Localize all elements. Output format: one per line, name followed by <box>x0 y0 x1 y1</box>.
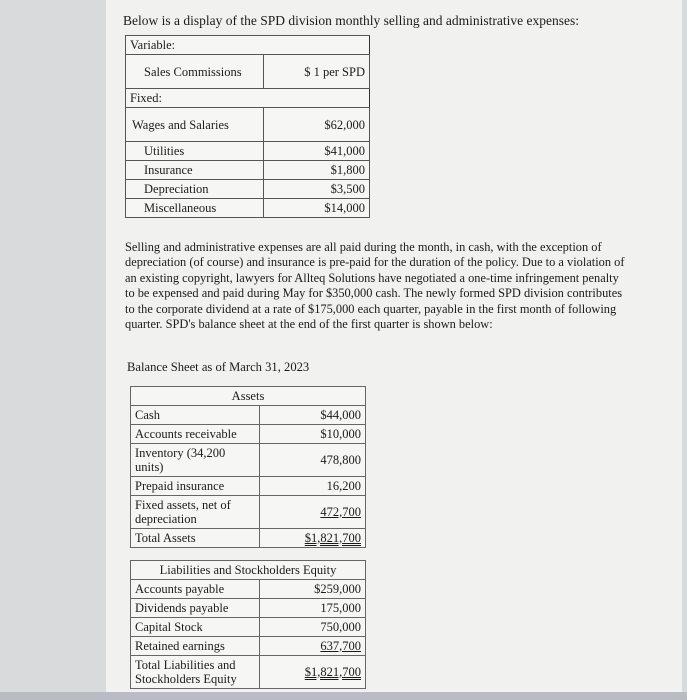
balance-sheet-title: Balance Sheet as of March 31, 2023 <box>127 360 310 374</box>
table-row <box>126 108 370 142</box>
fixed-section-row <box>126 89 370 108</box>
fixed-header: Fixed: <box>126 89 370 108</box>
table-row <box>131 406 366 425</box>
row-value: 16,200 <box>260 477 366 496</box>
row-value: $14,000 <box>264 199 370 218</box>
row-value: $1,800 <box>264 161 370 180</box>
row-label: Insurance <box>126 161 264 180</box>
table-row <box>131 444 366 477</box>
row-label: Cash <box>131 406 260 425</box>
row-label: Fixed assets, net of depreciation <box>131 496 260 529</box>
row-label: Depreciation <box>126 180 264 199</box>
row-value: 750,000 <box>260 618 366 637</box>
row-label: Utilities <box>126 142 264 161</box>
row-value: 472,700 <box>260 496 366 529</box>
table-row <box>131 599 366 618</box>
table-row <box>131 425 366 444</box>
intro-text: Below is a display of the SPD division monthly selling and administrative expenses: <box>123 13 579 28</box>
row-value: 637,700 <box>260 637 366 656</box>
liabilities-header-row <box>131 561 366 580</box>
row-value: $41,000 <box>264 142 370 161</box>
row-value: $1,821,700 <box>260 656 366 689</box>
row-label: Accounts payable <box>131 580 260 599</box>
row-label: Wages and Salaries <box>126 108 264 142</box>
table-row <box>131 618 366 637</box>
assets-header: Assets <box>131 387 366 406</box>
row-label: Retained earnings <box>131 637 260 656</box>
row-value: 478,800 <box>260 444 366 477</box>
row-label: Dividends payable <box>131 599 260 618</box>
description-paragraph: Selling and administrative expenses are all paid during the month, in cash, with the exception of depreciation (of course) and insurance is pre-paid for the duration of the policy. Due to a violation of an existing copyright, lawyers for Allteq Solutions have negotiated a one-time infringement penalty to be expensed and paid during May for $350,000 cash. The newly formed SPD division contributes to the corporate dividend at a rate of $175,000 each quarter, payable in the first month of following quarter. SPD's balance sheet at the end of the first quarter is shown below: <box>125 240 625 332</box>
row-label: Capital Stock <box>131 618 260 637</box>
table-row <box>126 180 370 199</box>
row-label: Prepaid insurance <box>131 477 260 496</box>
table-row <box>131 496 366 529</box>
table-row <box>131 529 366 548</box>
variable-header: Variable: <box>126 36 370 55</box>
table-row <box>131 477 366 496</box>
row-value: $ 1 per SPD <box>264 55 370 89</box>
row-label: Sales Commissions <box>126 55 264 89</box>
table-row <box>131 580 366 599</box>
bottom-strip <box>0 692 687 700</box>
liabilities-table <box>130 560 366 689</box>
assets-header-row <box>131 387 366 406</box>
table-row <box>126 142 370 161</box>
row-value: $259,000 <box>260 580 366 599</box>
row-value: $1,821,700 <box>260 529 366 548</box>
table-row <box>131 637 366 656</box>
row-value: 175,000 <box>260 599 366 618</box>
row-label: Total Assets <box>131 529 260 548</box>
row-label: Total Liabilities and Stockholders Equity <box>131 656 260 689</box>
table-row <box>131 656 366 689</box>
row-label: Miscellaneous <box>126 199 264 218</box>
assets-table <box>130 386 366 548</box>
table-row <box>126 199 370 218</box>
row-value: $3,500 <box>264 180 370 199</box>
row-value: $62,000 <box>264 108 370 142</box>
row-value: $10,000 <box>260 425 366 444</box>
table-row <box>126 55 370 89</box>
row-label: Accounts receivable <box>131 425 260 444</box>
variable-section-row <box>126 36 370 55</box>
liabilities-header: Liabilities and Stockholders Equity <box>131 561 366 580</box>
table-row <box>126 161 370 180</box>
expenses-table <box>125 35 370 218</box>
row-label: Inventory (34,200 units) <box>131 444 260 477</box>
row-value: $44,000 <box>260 406 366 425</box>
